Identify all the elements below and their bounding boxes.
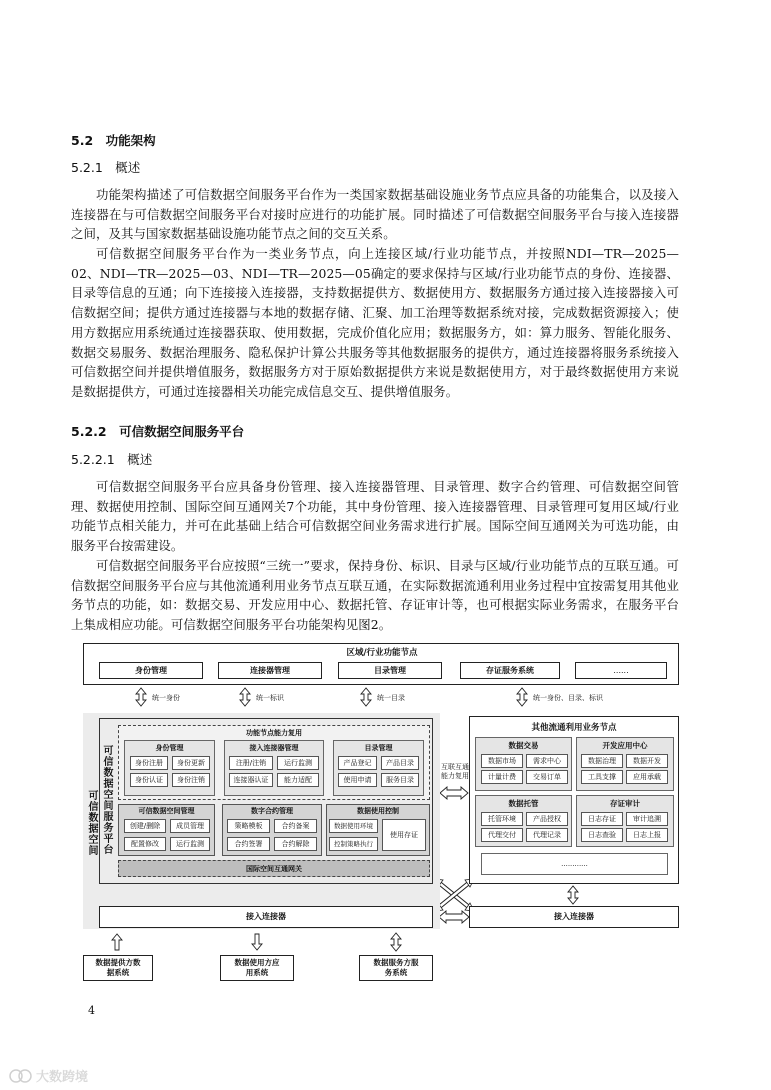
custody-item: 托管环境	[481, 812, 523, 826]
devcenter-item: 应用承载	[626, 770, 668, 784]
custody-item: 代理交付	[481, 828, 523, 842]
watermark-text: 大数跨境	[36, 1070, 89, 1085]
space-item: 配置修改	[124, 837, 166, 851]
connector-item: 能力适配	[277, 773, 319, 787]
paragraph-1: 功能架构描述了可信数据空间服务平台作为一类国家数据基础设施业务节点应具备的功能集合，以及接入连接器在与可信数据空间服务平台对接时应进行的功能扩展。同时描述了可信数据空间服务平台与接入连接器之间，及其与国家数据基础设施功能节点之间的交互关系。	[71, 187, 679, 242]
connector-right-box: 接入连接器	[469, 906, 679, 928]
heading-5-2: 5.2 功能架构	[71, 133, 156, 148]
service-system-box	[359, 955, 433, 981]
watermark-logo-icon	[8, 1068, 34, 1084]
interop-label: 互联互通能力复用	[441, 763, 469, 780]
reuse-title: 功能节点能力复用	[246, 729, 302, 737]
top-more-box: ......	[575, 662, 667, 679]
gateway-label: 国际空间互通网关	[246, 865, 302, 873]
audit-item: 审计追溯	[626, 812, 668, 826]
label-unified-identity: 统一身份	[152, 694, 180, 702]
top-identity-box: 身份管理	[99, 662, 203, 679]
heading-5-2-1: 5.2.1 概述	[71, 160, 141, 175]
heading-5-2-2-1: 5.2.2.1 概述	[71, 452, 153, 467]
custody-item: 产品授权	[526, 812, 568, 826]
devcenter-item: 工具支撑	[581, 770, 623, 784]
contract-item: 合约签署	[227, 837, 270, 851]
top-evidence-box: 存证服务系统	[460, 662, 560, 679]
devcenter-item: 数据开发	[626, 754, 668, 768]
connector-item: 运行监测	[277, 756, 319, 770]
trade-item: 计量计费	[481, 770, 523, 784]
service-system-label: 数据服务方服务系统	[373, 958, 419, 977]
custody-item: 代理记录	[526, 828, 568, 842]
usage-item: 数据使用环境	[329, 819, 378, 833]
catalog-item: 产品目录	[381, 756, 419, 770]
identity-title: 身份管理	[155, 744, 184, 752]
trusted-space-label: 可信数据空间	[86, 790, 97, 856]
other-nodes-title: 其他流通利用业务节点	[531, 723, 617, 733]
space-title: 可信数据空间管理	[138, 807, 195, 815]
paragraph-2: 可信数据空间服务平台作为一类业务节点，向上连接区域/行业功能节点，并按照NDI—TR—2025—02、NDI—TR—2025—03、NDI—TR—2025—05确定的要求保持与区域/行业功能节点的身份、连接器、目录等信息的互通；向下连接接入连接器，支持数据提供方、数据使用方、数据服务方通过接入连接器接入可信数据空间；提供方通过连接器与本地的数据存储、汇聚、加工治理等数据系统对接，完成数据资源接入；使用方数据应用系统通过连接器获取、使用数据，完成价值化应用；数据服务方，如：算力服务、智能化服务、数据交易服务、数据治理服务、隐私保护计算公共服务等其他数据服务的提供方，通过连接器将服务系统接入可信数据空间并提供增值服务，数据服务方对于原始数据提供方来说是数据使用方，对于最终数据使用方来说是数据提供方，可通过连接器相关功能完成信息交互、提供增值服务。	[71, 246, 679, 399]
identity-item: 身份认证	[130, 773, 168, 787]
usage-item: 使用存证	[382, 819, 426, 851]
trade-item: 数据市场	[481, 754, 523, 768]
space-item: 运行监测	[170, 837, 210, 851]
catalog-item: 使用申请	[338, 773, 377, 787]
connector-item: 连接器认证	[229, 773, 273, 787]
trade-title: 数据交易	[508, 741, 539, 750]
contract-item: 策略模板	[227, 819, 270, 833]
provider-system-label: 数据提供方数据系统	[95, 958, 141, 977]
provider-system-box	[83, 955, 153, 981]
label-unified-all: 统一身份、目录、标识	[533, 694, 603, 702]
connector-item: 注册/注销	[229, 756, 273, 770]
identity-item: 身份注册	[130, 756, 168, 770]
catalog-item: 产品登记	[338, 756, 377, 770]
trade-item: 交易订单	[526, 770, 568, 784]
label-unified-identifier: 统一标识	[256, 694, 284, 702]
other-more-label: ............	[561, 860, 588, 868]
top-connector-box: 连接器管理	[218, 662, 322, 679]
contract-item: 合约解除	[274, 837, 317, 851]
watermark	[8, 1066, 88, 1085]
label-unified-catalog: 统一目录	[377, 694, 405, 702]
devcenter-title: 开发应用中心	[602, 741, 648, 750]
identity-item: 身份注销	[172, 773, 210, 787]
audit-item: 日志查验	[581, 828, 623, 842]
audit-title: 存证审计	[610, 799, 640, 808]
identity-item: 身份更新	[172, 756, 210, 770]
contract-item: 合约备案	[274, 819, 317, 833]
contract-title: 数字合约管理	[251, 807, 293, 815]
top-catalog-box: 目录管理	[338, 662, 442, 679]
connector-title: 接入连接器管理	[249, 744, 299, 752]
custody-title: 数据托管	[508, 799, 539, 808]
connector-left-box: 接入连接器	[99, 906, 433, 928]
audit-item: 日志存证	[581, 812, 623, 826]
space-item: 成员管理	[170, 819, 210, 833]
paragraph-3: 可信数据空间服务平台应具备身份管理、接入连接器管理、目录管理、数字合约管理、可信数据空间管理、数据使用控制、国际空间互通网关7个功能，其中身份管理、接入连接器管理、目录管理可复用区域/行业功能节点相关能力，并可在此基础上结合可信数据空间业务需求进行扩展。国际空间互通网关为可选功能，由服务平台按需建设。	[71, 479, 679, 554]
audit-item: 日志上报	[626, 828, 668, 842]
heading-5-2-2: 5.2.2 可信数据空间服务平台	[71, 424, 245, 439]
devcenter-item: 数据治理	[581, 754, 623, 768]
usage-title: 数据使用控制	[357, 807, 399, 815]
catalog-item: 服务目录	[381, 773, 419, 787]
catalog-title: 目录管理	[364, 744, 393, 752]
space-item: 创建/删除	[124, 819, 166, 833]
user-system-label: 数据使用方应用系统	[234, 958, 280, 977]
regional-node-title: 区域/行业功能节点	[346, 648, 418, 658]
user-system-box	[220, 955, 294, 981]
page-number: 4	[88, 1004, 95, 1017]
usage-item: 控制策略执行	[329, 837, 378, 851]
paragraph-4: 可信数据空间服务平台应按照“三统一”要求，保持身份、标识、目录与区域/行业功能节点的互联互通。可信数据空间服务平台应与其他流通利用业务节点互联互通，在实际数据流通利用业务过程中宜按需复用其他业务节点的功能，如：数据交易、开发应用中心、数据托管、存证审计等，也可根据实际业务需求，在服务平台上集成相应功能。可信数据空间服务平台功能架构见图2。	[71, 558, 679, 633]
trade-item: 需求中心	[526, 754, 568, 768]
service-platform-label: 可信数据空间服务平台	[101, 745, 112, 855]
